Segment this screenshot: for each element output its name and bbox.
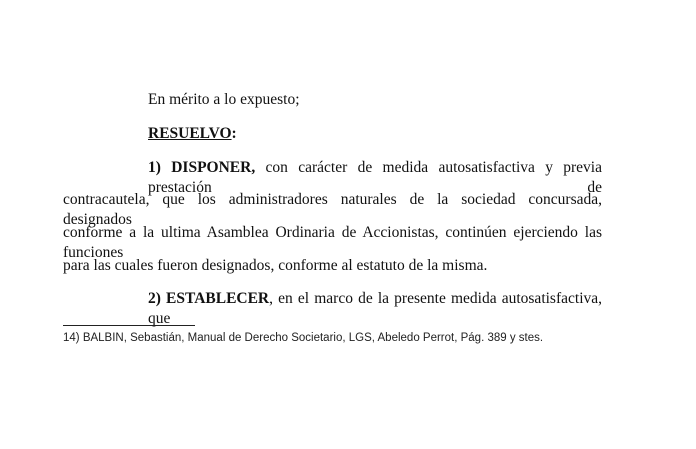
resolve-heading [148, 124, 237, 144]
item1-line1-text: con carácter de medida autosatisfactiva y previa prestación de [148, 159, 602, 196]
item2-label: 2) ESTABLECER [148, 290, 270, 307]
item1-line2-text: contracautela, que los administradores naturales de la sociedad concursada, designados [63, 191, 602, 228]
resolve-heading-text: RESUELVO [148, 125, 232, 142]
item2-line1-text: , en el marco de la presente medida autosatisfactiva, que [148, 290, 602, 327]
item1-line4-text: para las cuales fueron designados, conforme al estatuto de la misma. [63, 257, 488, 274]
intro-text: En mérito a lo expuesto; [148, 91, 300, 108]
footnote: 14) BALBIN, Sebastián, Manual de Derecho Societario, LGS, Abeledo Perrot, Pág. 389 y stes. [63, 332, 544, 344]
item2-line1 [148, 289, 602, 329]
item1-line3-text: conforme a la ultima Asamblea Ordinaria de Accionistas, continúen ejerciendo las funciones [63, 224, 602, 261]
footnote-separator [63, 325, 195, 326]
resolve-heading-colon: : [231, 125, 237, 142]
item1-line4 [63, 256, 487, 276]
intro-paragraph [148, 90, 300, 110]
item1-label: 1) DISPONER, [148, 159, 256, 176]
